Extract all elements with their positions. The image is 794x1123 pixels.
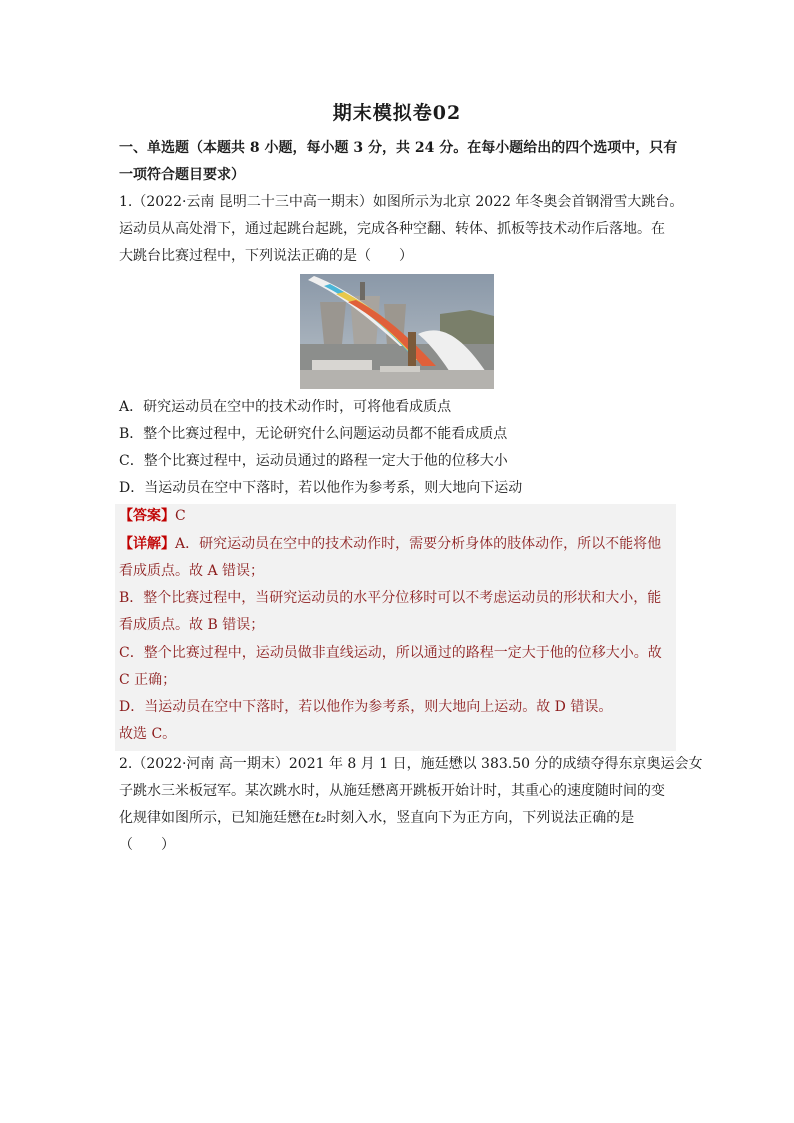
answer-value: C <box>175 508 186 524</box>
q1-option-d: D．当运动员在空中下落时，若以他作为参考系，则大地向下运动 <box>119 480 523 496</box>
section-heading-line-2: 一项符合题目要求） <box>119 167 245 183</box>
q2-stem-line-3 <box>119 808 679 828</box>
page-title: 期末模拟卷02 <box>332 102 462 124</box>
q1-answer <box>119 506 679 526</box>
q1-option-a: A．研究运动员在空中的技术动作时，可将他看成质点 <box>119 399 452 415</box>
q1-detail-line-3: B．整个比赛过程中，当研究运动员的水平分位移时可以不考虑运动员的形状和大小，能 <box>119 590 662 606</box>
q1-detail-line-6: C 正确； <box>119 672 177 688</box>
q2-stem-line-1: 2.（2022·河南 高一期末）2021 年 8 月 1 日，施廷懋以 383.50 分的成绩夺得东京奥运会女 <box>119 756 703 772</box>
ski-jump-photo <box>300 274 494 389</box>
q2-stem-line-4: （ ） <box>119 837 175 853</box>
q1-detail-line-2: 看成质点。故 A 错误； <box>119 563 265 579</box>
t2-symbol: t₂ <box>315 810 327 826</box>
answer-label: 【答案】 <box>119 508 175 524</box>
q1-stem-line-3: 大跳台比赛过程中，下列说法正确的是（ ） <box>119 248 413 264</box>
detail-label: 【详解】 <box>119 536 175 552</box>
q1-detail-line-1 <box>119 534 679 554</box>
q1-option-b: B．整个比赛过程中，无论研究什么问题运动员都不能看成质点 <box>119 426 508 442</box>
q1-detail-line-4: 看成质点。故 B 错误； <box>119 617 265 633</box>
q1-stem-line-2: 运动员从高处滑下，通过起跳台起跳，完成各种空翻、转体、抓板等技术动作后落地。在 <box>119 221 665 237</box>
q1-detail-line-8: 故选 C。 <box>119 726 177 742</box>
q1-option-c: C．整个比赛过程中，运动员通过的路程一定大于他的位移大小 <box>119 453 508 469</box>
q1-detail-line-7: D．当运动员在空中下落时，若以他作为参考系，则大地向上运动。故 D 错误。 <box>119 699 613 715</box>
q2-stem-line-2: 子跳水三米板冠军。某次跳水时，从施廷懋离开跳板开始计时，其重心的速度随时间的变 <box>119 783 665 799</box>
q2-stem-part-2: 时刻入水，竖直向下为正方向，下列说法正确的是 <box>326 810 635 826</box>
q1-stem-line-1: 1.（2022·云南 昆明二十三中高一期末）如图所示为北京 2022 年冬奥会首钢滑雪大跳台。 <box>119 194 684 210</box>
section-heading-line-1: 一、单选题（本题共 8 小题，每小题 3 分，共 24 分。在每小题给出的四个选项中，只有 <box>119 140 678 156</box>
q1-detail-line-5: C．整个比赛过程中，运动员做非直线运动，所以通过的路程一定大于他的位移大小。故 <box>119 645 662 661</box>
detail-text: A．研究运动员在空中的技术动作时，需要分析身体的肢体动作，所以不能将他 <box>175 536 662 552</box>
q2-stem-part-1: 化规律如图所示，已知施廷懋在 <box>119 810 315 826</box>
